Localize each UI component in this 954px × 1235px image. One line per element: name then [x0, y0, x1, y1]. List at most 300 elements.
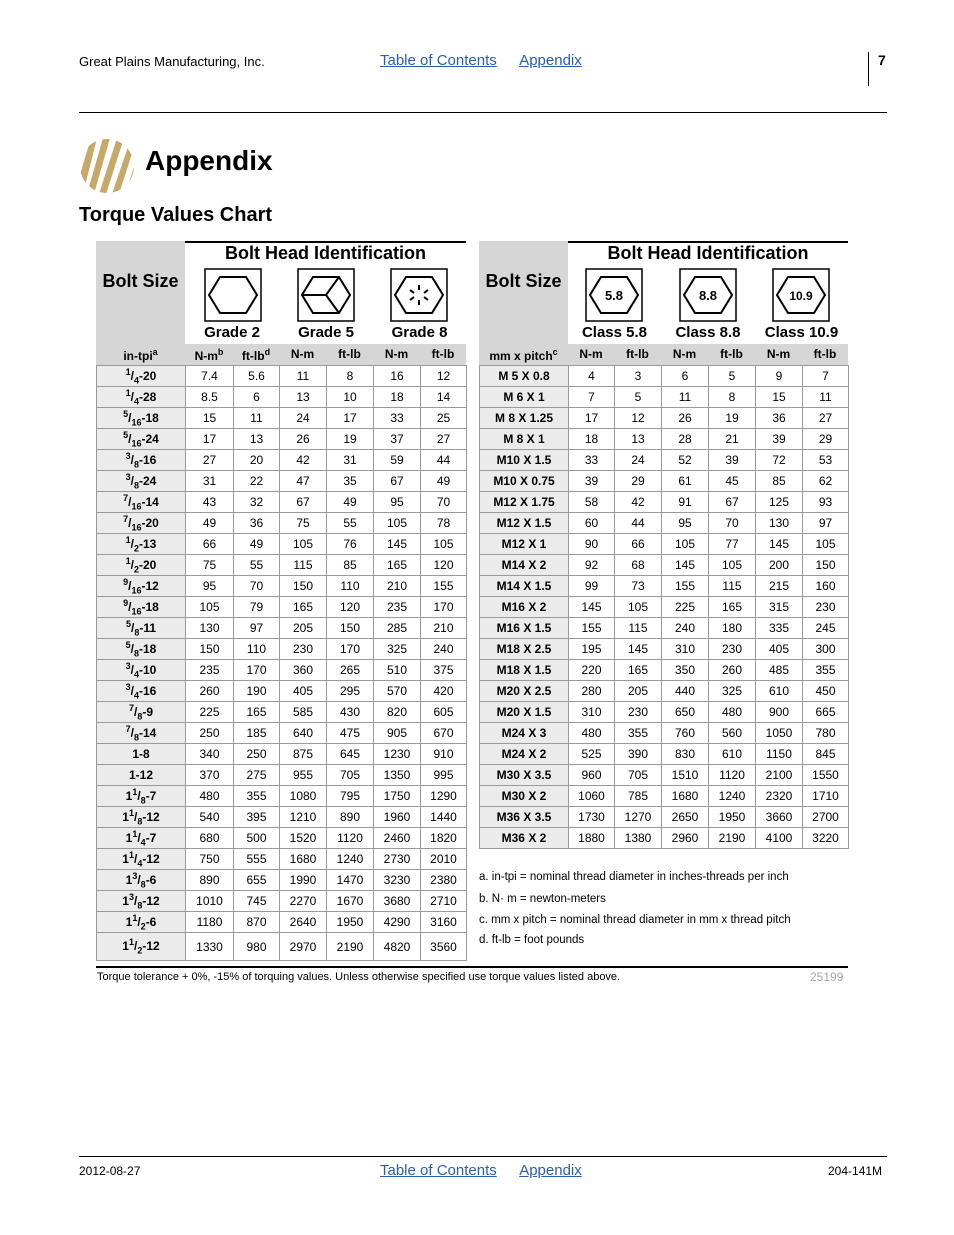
metric-torque-cell: 280	[569, 681, 615, 702]
inch-torque-cell: 870	[234, 912, 280, 933]
metric-row	[480, 723, 849, 744]
footer-rule	[79, 1156, 887, 1157]
footnote-b: b. N· m = newton-meters	[479, 893, 606, 905]
metric-torque-cell: 215	[756, 576, 803, 597]
metric-bolt-size-cell: M30 X 2	[480, 786, 569, 807]
inch-row	[97, 492, 467, 513]
inch-bolt-size-cell: $^3/_4-16$	[97, 681, 186, 702]
inch-torque-cell: 67	[374, 471, 421, 492]
inch-torque-cell: 670	[421, 723, 467, 744]
inch-torque-cell: 27	[186, 450, 234, 471]
inch-torque-cell: 645	[327, 744, 374, 765]
inch-torque-cell: 585	[280, 702, 327, 723]
metric-torque-cell: 315	[756, 597, 803, 618]
inch-row	[97, 597, 467, 618]
inch-torque-cell: 85	[327, 555, 374, 576]
grade-8-nm-header: N-m	[384, 347, 409, 361]
header-nav	[380, 52, 582, 70]
inch-torque-cell: 110	[327, 576, 374, 597]
inch-torque-cell: 76	[327, 534, 374, 555]
inch-row	[97, 681, 467, 702]
inch-torque-cell: 360	[280, 660, 327, 681]
metric-row	[480, 618, 849, 639]
inch-row	[97, 366, 467, 387]
inch-row	[97, 576, 467, 597]
inch-torque-cell: 37	[374, 429, 421, 450]
class-5-8-hex-icon	[585, 268, 643, 322]
inch-row	[97, 429, 467, 450]
inch-bolt-size-cell: 1-8	[97, 744, 186, 765]
metric-torque-cell: 180	[709, 618, 756, 639]
inch-torque-cell: 210	[374, 576, 421, 597]
metric-row	[480, 408, 849, 429]
inch-torque-cell: 105	[421, 534, 467, 555]
metric-torque-cell: 1710	[803, 786, 849, 807]
inch-torque-cell: 230	[280, 639, 327, 660]
inch-torque-cell: 1350	[374, 765, 421, 786]
page-number-divider	[868, 52, 869, 86]
metric-torque-cell: 2320	[756, 786, 803, 807]
metric-torque-cell: 125	[756, 492, 803, 513]
footnote-a: a. in-tpi = nominal thread diameter in inches-threads per inch	[479, 871, 789, 883]
footer-toc-link[interactable]: Table of Contents	[380, 1162, 497, 1179]
metric-torque-cell: 39	[569, 471, 615, 492]
metric-torque-cell: 13	[615, 429, 662, 450]
metric-torque-cell: 29	[803, 429, 849, 450]
metric-torque-cell: 53	[803, 450, 849, 471]
inch-torque-cell: 75	[186, 555, 234, 576]
inch-torque-cell: 1010	[186, 891, 234, 912]
inch-torque-cell: 285	[374, 618, 421, 639]
metric-torque-cell: 4100	[756, 828, 803, 849]
inch-torque-cell: 500	[234, 828, 280, 849]
inch-torque-cell: 260	[186, 681, 234, 702]
metric-torque-cell: 2650	[662, 807, 709, 828]
metric-torque-cell: 300	[803, 639, 849, 660]
inch-bolt-size-cell: $^7/_8-9$	[97, 702, 186, 723]
metric-torque-cell: 62	[803, 471, 849, 492]
inch-torque-cell: 555	[234, 849, 280, 870]
metric-torque-cell: 2100	[756, 765, 803, 786]
metric-torque-cell: 19	[709, 408, 756, 429]
inch-torque-cell: 11	[280, 366, 327, 387]
inch-torque-cell: 420	[421, 681, 467, 702]
metric-torque-cell: 36	[756, 408, 803, 429]
metric-torque-cell: 205	[615, 681, 662, 702]
inch-torque-cell: 510	[374, 660, 421, 681]
metric-bolt-size-cell: M10 X 0.75	[480, 471, 569, 492]
inch-torque-cell: 79	[234, 597, 280, 618]
metric-torque-cell: 5	[615, 387, 662, 408]
class-8-8-nm-header: N-m	[672, 347, 697, 361]
class-8-8-hex-icon	[679, 268, 737, 322]
inch-torque-cell: 70	[421, 492, 467, 513]
torque-tolerance-note: Torque tolerance + 0%, -15% of torquing values. Unless otherwise specified use torque values listed above.	[97, 971, 621, 983]
inch-torque-cell: 2380	[421, 870, 467, 891]
metric-torque-cell: 6	[662, 366, 709, 387]
inch-torque-cell: 1330	[186, 933, 234, 961]
metric-torque-cell: 610	[709, 744, 756, 765]
inch-bolt-size-cell: $^1/_4-28$	[97, 387, 186, 408]
inch-torque-cell: 2710	[421, 891, 467, 912]
inch-torque-cell: 640	[280, 723, 327, 744]
inch-torque-cell: 1680	[280, 849, 327, 870]
metric-torque-cell: 310	[569, 702, 615, 723]
class-10-9-hex-icon	[772, 268, 830, 322]
inch-torque-cell: 49	[421, 471, 467, 492]
inch-torque-cell: 17	[186, 429, 234, 450]
inch-torque-cell: 4820	[374, 933, 421, 961]
inch-row	[97, 387, 467, 408]
inch-torque-cell: 890	[327, 807, 374, 828]
metric-bolt-size-cell: M20 X 2.5	[480, 681, 569, 702]
inch-bolt-size-cell: $^5/_8-11$	[97, 618, 186, 639]
inch-torque-cell: 115	[280, 555, 327, 576]
inch-torque-cell: 8.5	[186, 387, 234, 408]
inch-torque-cell: 20	[234, 450, 280, 471]
inch-torque-cell: 2460	[374, 828, 421, 849]
inch-torque-cell: 22	[234, 471, 280, 492]
metric-torque-cell: 60	[569, 513, 615, 534]
metric-torque-cell: 105	[709, 555, 756, 576]
inch-row	[97, 786, 467, 807]
inch-torque-cell: 2730	[374, 849, 421, 870]
metric-torque-cell: 33	[569, 450, 615, 471]
inch-row	[97, 828, 467, 849]
metric-torque-cell: 67	[709, 492, 756, 513]
inch-torque-cell: 24	[280, 408, 327, 429]
mm-pitch-unit-label: mm x pitch$^c$	[489, 347, 558, 363]
inch-torque-cell: 66	[186, 534, 234, 555]
inch-torque-cell: 55	[327, 513, 374, 534]
metric-torque-table	[479, 365, 849, 849]
metric-torque-cell: 1550	[803, 765, 849, 786]
inch-row	[97, 618, 467, 639]
inch-torque-cell: 120	[421, 555, 467, 576]
metric-torque-cell: 665	[803, 702, 849, 723]
metric-torque-cell: 785	[615, 786, 662, 807]
inch-row	[97, 849, 467, 870]
metric-torque-cell: 2960	[662, 828, 709, 849]
metric-torque-cell: 42	[615, 492, 662, 513]
inch-torque-cell: 235	[374, 597, 421, 618]
metric-torque-cell: 405	[756, 639, 803, 660]
inch-torque-cell: 295	[327, 681, 374, 702]
metric-torque-cell: 230	[615, 702, 662, 723]
inch-torque-cell: 340	[186, 744, 234, 765]
inch-torque-cell: 3160	[421, 912, 467, 933]
inch-torque-cell: 375	[421, 660, 467, 681]
metric-torque-cell: 195	[569, 639, 615, 660]
metric-torque-cell: 130	[756, 513, 803, 534]
inch-torque-cell: 395	[234, 807, 280, 828]
toc-link[interactable]: Table of Contents	[380, 52, 497, 69]
inch-torque-cell: 2970	[280, 933, 327, 961]
metric-row	[480, 429, 849, 450]
inch-row	[97, 471, 467, 492]
metric-torque-cell: 450	[803, 681, 849, 702]
metric-torque-cell: 61	[662, 471, 709, 492]
metric-torque-cell: 245	[803, 618, 849, 639]
metric-torque-cell: 1150	[756, 744, 803, 765]
inch-torque-cell: 31	[186, 471, 234, 492]
metric-torque-cell: 7	[803, 366, 849, 387]
inch-torque-cell: 2640	[280, 912, 327, 933]
inch-torque-cell: 250	[186, 723, 234, 744]
metric-torque-cell: 1120	[709, 765, 756, 786]
metric-bolt-size-cell: M36 X 3.5	[480, 807, 569, 828]
inch-torque-cell: 32	[234, 492, 280, 513]
metric-torque-cell: 165	[709, 597, 756, 618]
metric-torque-cell: 3660	[756, 807, 803, 828]
metric-torque-cell: 480	[709, 702, 756, 723]
metric-torque-cell: 145	[662, 555, 709, 576]
inch-torque-cell: 1240	[327, 849, 374, 870]
metric-torque-cell: 1270	[615, 807, 662, 828]
inch-torque-cell: 7.4	[186, 366, 234, 387]
inch-torque-cell: 67	[280, 492, 327, 513]
inch-torque-cell: 31	[327, 450, 374, 471]
metric-torque-cell: 115	[709, 576, 756, 597]
metric-row	[480, 702, 849, 723]
bolt-head-identification-label: Bolt Head Identification	[224, 243, 426, 263]
metric-torque-cell: 85	[756, 471, 803, 492]
inch-row	[97, 933, 467, 961]
inch-torque-cell: 405	[280, 681, 327, 702]
inch-bolt-size-cell: 1-12	[97, 765, 186, 786]
inch-torque-cell: 275	[234, 765, 280, 786]
metric-torque-cell: 105	[662, 534, 709, 555]
metric-torque-cell: 1380	[615, 828, 662, 849]
metric-row	[480, 765, 849, 786]
class-5-8-mark: 5.8	[604, 288, 624, 303]
metric-torque-cell: 350	[662, 660, 709, 681]
inch-torque-cell: 235	[186, 660, 234, 681]
inch-torque-cell: 955	[280, 765, 327, 786]
metric-bolt-size-label: Bolt Size	[485, 271, 562, 291]
grade-5-nm-header: N-m	[290, 347, 315, 361]
inch-torque-cell: 1180	[186, 912, 234, 933]
inch-bolt-size-cell: $^5/_8-18$	[97, 639, 186, 660]
metric-torque-cell: 650	[662, 702, 709, 723]
inch-row	[97, 870, 467, 891]
metric-bolt-size-cell: M16 X 2	[480, 597, 569, 618]
metric-row	[480, 807, 849, 828]
metric-row	[480, 534, 849, 555]
inch-torque-cell: 795	[327, 786, 374, 807]
inch-torque-cell: 225	[186, 702, 234, 723]
metric-torque-cell: 2700	[803, 807, 849, 828]
grade-8-label: Grade 8	[391, 324, 448, 341]
inch-torque-cell: 170	[234, 660, 280, 681]
grade-5-label: Grade 5	[298, 324, 354, 341]
inch-torque-cell: 165	[280, 597, 327, 618]
metric-bolt-size-cell: M20 X 1.5	[480, 702, 569, 723]
grade-2-ftlb-header: $ft-lb^d$	[241, 347, 271, 363]
inch-torque-cell: 2010	[421, 849, 467, 870]
footnote-c: c. mm x pitch = nominal thread diameter in mm x thread pitch	[479, 914, 791, 926]
metric-torque-cell: 160	[803, 576, 849, 597]
inch-torque-cell: 570	[374, 681, 421, 702]
inch-torque-cell: 355	[234, 786, 280, 807]
table-bottom-rule	[96, 966, 848, 968]
inch-torque-cell: 1230	[374, 744, 421, 765]
inch-torque-cell: 995	[421, 765, 467, 786]
metric-torque-cell: 830	[662, 744, 709, 765]
metric-bolt-size-cell: M12 X 1.75	[480, 492, 569, 513]
inch-torque-cell: 3560	[421, 933, 467, 961]
figure-number: 25199	[810, 970, 844, 984]
inch-torque-cell: 12	[421, 366, 467, 387]
metric-torque-cell: 1680	[662, 786, 709, 807]
inch-torque-cell: 70	[234, 576, 280, 597]
metric-torque-cell: 390	[615, 744, 662, 765]
metric-torque-cell: 12	[615, 408, 662, 429]
inch-bolt-size-cell: $^5/_{16}-18$	[97, 408, 186, 429]
inch-torque-cell: 1750	[374, 786, 421, 807]
inch-row	[97, 891, 467, 912]
metric-bolt-size-cell: M 8 X 1.25	[480, 408, 569, 429]
metric-row	[480, 450, 849, 471]
inch-torque-cell: 49	[186, 513, 234, 534]
inch-torque-cell: 75	[280, 513, 327, 534]
grade-8-hex-icon	[390, 268, 448, 322]
metric-torque-cell: 3	[615, 366, 662, 387]
inch-torque-cell: 110	[234, 639, 280, 660]
metric-bolt-size-cell: M36 X 2	[480, 828, 569, 849]
metric-torque-cell: 155	[569, 618, 615, 639]
inch-torque-cell: 78	[421, 513, 467, 534]
metric-torque-cell: 105	[615, 597, 662, 618]
inch-torque-cell: 130	[186, 618, 234, 639]
inch-bolt-size-cell: $1^1/_8-12$	[97, 807, 186, 828]
metric-torque-cell: 150	[803, 555, 849, 576]
class-5-8-label: Class 5.8	[581, 324, 648, 341]
inch-bolt-size-cell: $^3/_4-10$	[97, 660, 186, 681]
inch-torque-cell: 49	[327, 492, 374, 513]
inch-bolt-size-cell: $^7/_{16}-14$	[97, 492, 186, 513]
bolt-size-label: Bolt Size	[102, 271, 179, 291]
inch-torque-cell: 170	[327, 639, 374, 660]
inch-torque-cell: 165	[374, 555, 421, 576]
inch-torque-cell: 705	[327, 765, 374, 786]
inch-bolt-size-cell: $1^3/_8-6$	[97, 870, 186, 891]
inch-torque-cell: 26	[280, 429, 327, 450]
inch-torque-cell: 1440	[421, 807, 467, 828]
inch-torque-cell: 480	[186, 786, 234, 807]
footer-nav	[380, 1162, 582, 1180]
metric-torque-cell: 29	[615, 471, 662, 492]
metric-bolt-size-cell: M14 X 2	[480, 555, 569, 576]
inch-row	[97, 450, 467, 471]
metric-torque-cell: 220	[569, 660, 615, 681]
metric-bolt-size-cell: M18 X 2.5	[480, 639, 569, 660]
metric-torque-cell: 95	[662, 513, 709, 534]
inch-bolt-size-cell: $1^1/_8-7$	[97, 786, 186, 807]
inch-bolt-size-cell: $^5/_{16}-24$	[97, 429, 186, 450]
metric-bolt-size-cell: M12 X 1.5	[480, 513, 569, 534]
inch-torque-cell: 8	[327, 366, 374, 387]
metric-torque-cell: 52	[662, 450, 709, 471]
inch-torque-cell: 1950	[327, 912, 374, 933]
inch-row	[97, 744, 467, 765]
inch-torque-cell: 980	[234, 933, 280, 961]
metric-torque-cell: 1880	[569, 828, 615, 849]
company-name: Great Plains Manufacturing, Inc.	[79, 54, 265, 69]
metric-torque-cell: 1510	[662, 765, 709, 786]
inch-torque-cell: 55	[234, 555, 280, 576]
metric-bolt-size-cell: M24 X 3	[480, 723, 569, 744]
header-rule	[79, 112, 887, 113]
inch-torque-cell: 95	[186, 576, 234, 597]
metric-torque-cell: 440	[662, 681, 709, 702]
inch-torque-cell: 210	[421, 618, 467, 639]
inch-torque-cell: 145	[374, 534, 421, 555]
inch-torque-cell: 150	[186, 639, 234, 660]
metric-torque-cell: 24	[615, 450, 662, 471]
great-plains-logo-icon	[79, 138, 135, 194]
inch-torque-cell: 475	[327, 723, 374, 744]
inch-torque-cell: 905	[374, 723, 421, 744]
metric-row	[480, 387, 849, 408]
metric-torque-cell: 105	[803, 534, 849, 555]
inch-torque-cell: 1210	[280, 807, 327, 828]
metric-torque-cell: 1950	[709, 807, 756, 828]
class-8-8-label: Class 8.8	[675, 324, 741, 341]
metric-bolt-size-cell: M 6 X 1	[480, 387, 569, 408]
metric-torque-cell: 1240	[709, 786, 756, 807]
inch-torque-cell: 605	[421, 702, 467, 723]
metric-torque-cell: 91	[662, 492, 709, 513]
inch-torque-cell: 18	[374, 387, 421, 408]
metric-torque-cell: 705	[615, 765, 662, 786]
metric-torque-cell: 90	[569, 534, 615, 555]
metric-torque-cell: 2190	[709, 828, 756, 849]
footer-appendix-link[interactable]: Appendix	[519, 1162, 582, 1179]
metric-torque-cell: 58	[569, 492, 615, 513]
inch-row	[97, 912, 467, 933]
inch-torque-cell: 3230	[374, 870, 421, 891]
metric-torque-cell: 310	[662, 639, 709, 660]
inch-torque-cell: 430	[327, 702, 374, 723]
metric-torque-cell: 99	[569, 576, 615, 597]
metric-torque-cell: 480	[569, 723, 615, 744]
metric-torque-cell: 1050	[756, 723, 803, 744]
appendix-link[interactable]: Appendix	[519, 52, 582, 69]
grade-8-ftlb-header: ft-lb	[431, 347, 455, 361]
inch-torque-cell: 105	[186, 597, 234, 618]
inch-torque-table	[96, 365, 467, 961]
grade-2-nm-header: $N-m^b$	[194, 347, 224, 363]
inch-torque-cell: 185	[234, 723, 280, 744]
metric-torque-cell: 1060	[569, 786, 615, 807]
metric-torque-cell: 325	[709, 681, 756, 702]
metric-torque-cell: 355	[803, 660, 849, 681]
metric-bolt-size-cell: M 8 X 1	[480, 429, 569, 450]
metric-torque-cell: 17	[569, 408, 615, 429]
metric-torque-cell: 9	[756, 366, 803, 387]
inch-bolt-size-cell: $^7/_{16}-20$	[97, 513, 186, 534]
metric-torque-cell: 610	[756, 681, 803, 702]
metric-torque-cell: 92	[569, 555, 615, 576]
inch-torque-cell: 97	[234, 618, 280, 639]
metric-row	[480, 555, 849, 576]
inch-row	[97, 702, 467, 723]
inch-torque-cell: 1470	[327, 870, 374, 891]
inch-torque-cell: 3680	[374, 891, 421, 912]
inch-row	[97, 660, 467, 681]
inch-torque-cell: 6	[234, 387, 280, 408]
